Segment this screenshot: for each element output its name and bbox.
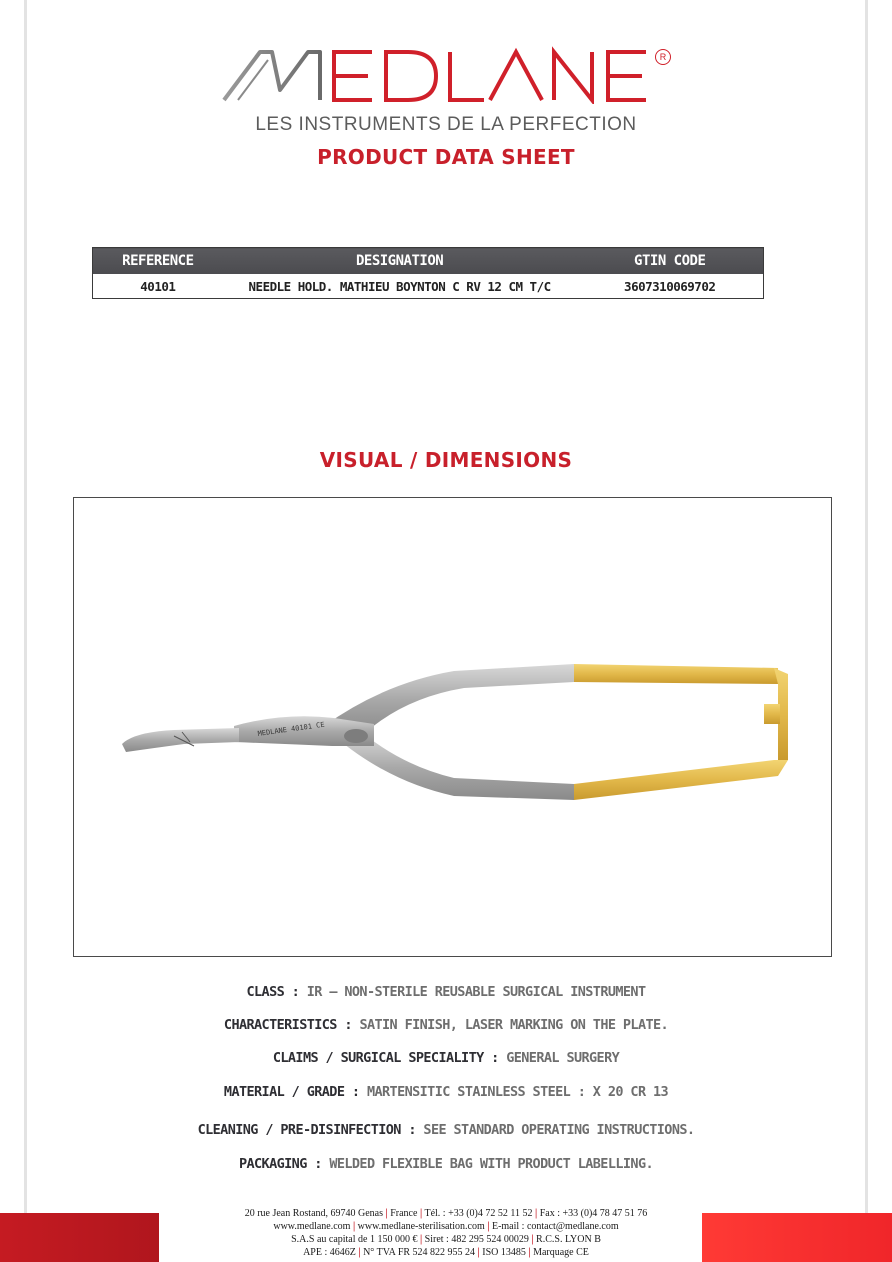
footer-iso: ISO 13485: [482, 1247, 526, 1258]
instrument-laser-marking: MEDLANE 40101 CE: [257, 720, 326, 738]
column-header-designation: DESIGNATION: [223, 248, 577, 275]
column-header-gtin: GTIN CODE: [576, 248, 763, 275]
spec-characteristics: [0, 1017, 892, 1033]
footer-capital: S.A.S au capital de 1 150 000 €: [291, 1234, 418, 1245]
footer-siret: Siret : 482 295 524 00029: [424, 1234, 529, 1245]
footer-address: 20 rue Jean Rostand, 69740 Genas: [244, 1208, 384, 1219]
spec-characteristics-label: CHARACTERISTICS :: [223, 1017, 352, 1033]
reference-value: 40101: [140, 278, 176, 294]
visual-dimensions-title: VISUAL / DIMENSIONS: [319, 448, 573, 472]
footer-email[interactable]: E-mail : contact@medlane.com: [491, 1221, 619, 1232]
spec-material-value: MARTENSITIC STAINLESS STEEL : X 20 CR 13: [366, 1084, 669, 1100]
brand-tagline: LES INSTRUMENTS DE LA PERFECTION: [255, 114, 637, 135]
footer-website-sterilisation[interactable]: www.medlane-sterilisation.com: [357, 1221, 485, 1232]
spec-class-label: CLASS :: [246, 984, 300, 1000]
spec-cleaning: [0, 1122, 892, 1138]
spec-cleaning-label: CLEANING / PRE-DISINFECTION :: [197, 1122, 416, 1138]
needle-holder-image: [74, 498, 831, 956]
spec-characteristics-value: SATIN FINISH, LASER MARKING ON THE PLATE.: [359, 1017, 669, 1033]
spec-material: [0, 1084, 892, 1100]
designation-value: NEEDLE HOLD. MATHIEU BOYNTON C RV 12 CM T/C: [248, 278, 551, 294]
right-border-line: [865, 0, 868, 1262]
table-row: [93, 274, 764, 299]
footer-fax: Fax : +33 (0)4 78 47 51 76: [539, 1208, 648, 1219]
spec-packaging: [0, 1156, 892, 1172]
footer-line-certifications: APE : 4646Z | N° TVA FR 524 822 955 24 | ISO 13485 | Marquage CE: [303, 1247, 589, 1258]
footer-line-web: www.medlane.com | www.medlane-sterilisation.com | E-mail : contact@medlane.com: [273, 1221, 619, 1232]
logo-wordmark: [222, 46, 652, 104]
spec-class: [0, 984, 892, 1000]
brand-logo: [0, 22, 892, 135]
spec-material-label: MATERIAL / GRADE :: [223, 1084, 360, 1100]
product-visual-frame: [73, 497, 832, 957]
spec-class-value: IR – NON-STERILE REUSABLE SURGICAL INSTRUMENT: [306, 984, 646, 1000]
footer-country: France: [390, 1208, 418, 1219]
spec-claims-value: GENERAL SURGERY: [506, 1050, 620, 1066]
registered-mark: R: [655, 49, 671, 65]
gtin-value: 3607310069702: [624, 278, 716, 294]
spec-packaging-label: PACKAGING :: [238, 1156, 322, 1172]
spec-claims: [0, 1050, 892, 1066]
footer-rcs: R.C.S. LYON B: [536, 1234, 601, 1245]
product-data-sheet-title: PRODUCT DATA SHEET: [317, 145, 575, 169]
footer-ape: APE : 4646Z: [303, 1247, 356, 1258]
footer-line-legal: S.A.S au capital de 1 150 000 € | Siret : 482 295 524 00029 | R.C.S. LYON B: [291, 1234, 601, 1245]
table-header-row: [93, 248, 764, 275]
footer-ce-marking: Marquage CE: [533, 1247, 589, 1258]
spec-cleaning-value: SEE STANDARD OPERATING INSTRUCTIONS.: [423, 1122, 695, 1138]
footer-line-address: 20 rue Jean Rostand, 69740 Genas | France | Tél. : +33 (0)4 72 52 11 52 | Fax : +33 (0)4 78 47 51 76: [244, 1208, 648, 1219]
footer-company-info: [0, 1207, 892, 1259]
spec-packaging-value: WELDED FLEXIBLE BAG WITH PRODUCT LABELLING.: [329, 1156, 654, 1172]
footer-phone: Tél. : +33 (0)4 72 52 11 52: [424, 1208, 533, 1219]
spec-claims-label: CLAIMS / SURGICAL SPECIALITY :: [272, 1050, 499, 1066]
product-reference-table: [92, 247, 764, 299]
column-header-reference: REFERENCE: [93, 248, 223, 275]
footer-vat: N° TVA FR 524 822 955 24: [363, 1247, 476, 1258]
left-border-line: [24, 0, 27, 1262]
footer-website[interactable]: www.medlane.com: [273, 1221, 351, 1232]
